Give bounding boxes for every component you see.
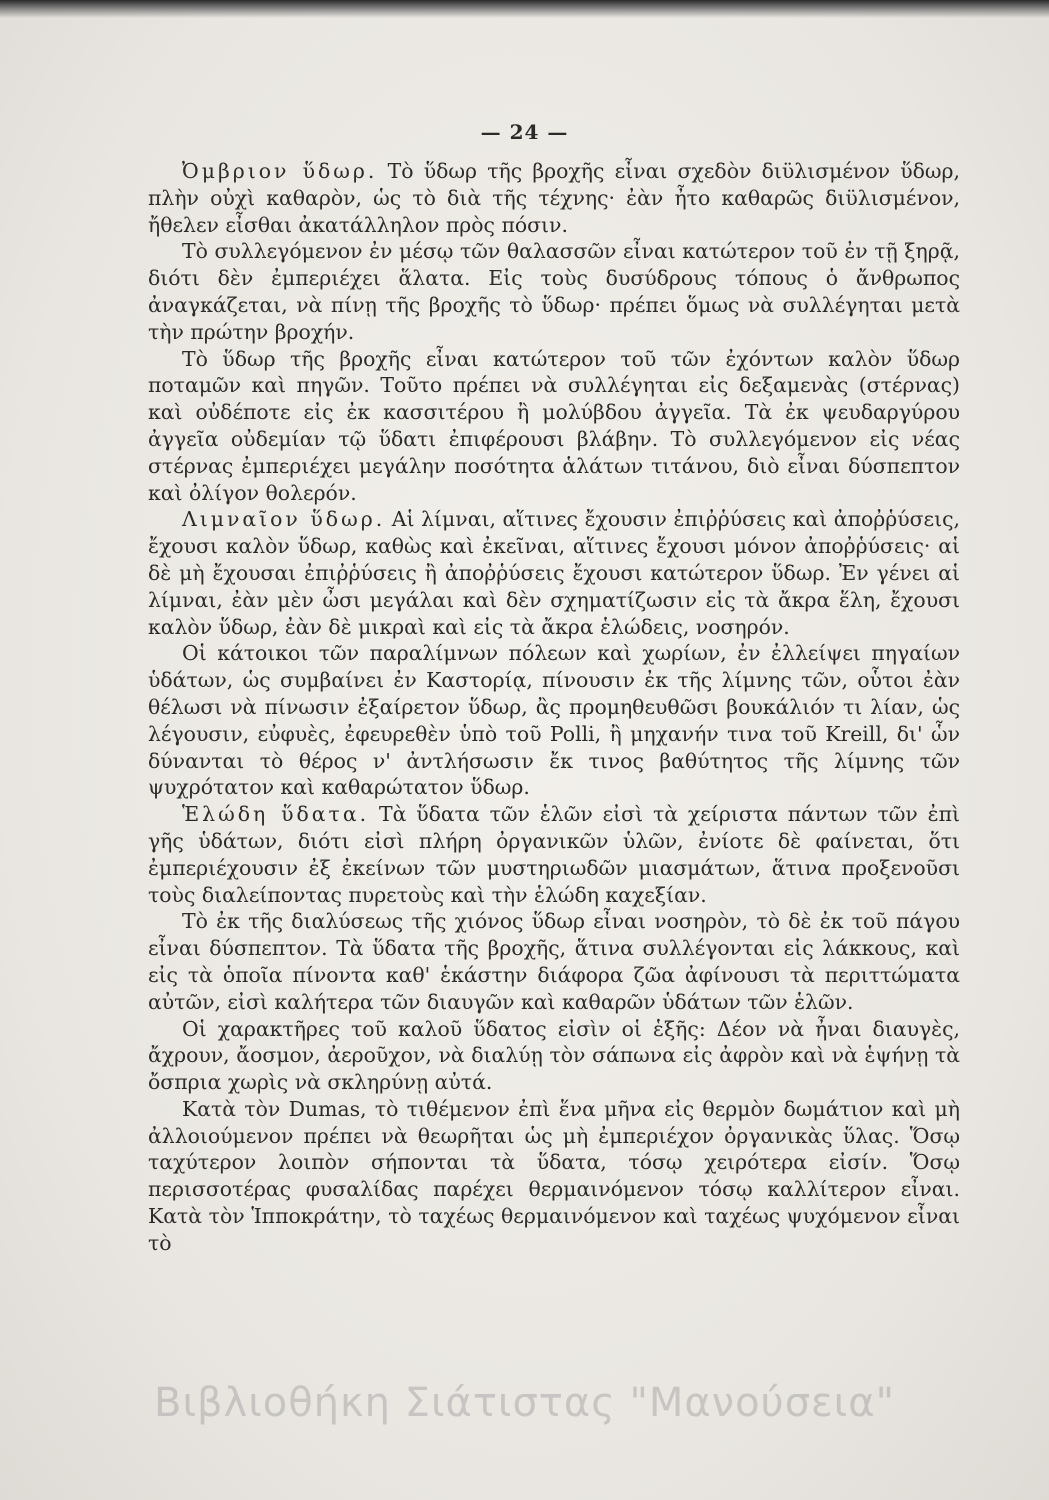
page-number: — 24 — xyxy=(480,120,569,144)
body-text xyxy=(148,158,960,1257)
paragraph xyxy=(148,238,960,345)
section-heading: Ἑλώδη ὕδατα. xyxy=(182,802,370,827)
paragraph xyxy=(148,346,960,507)
paragraph-text: Τὸ συλλεγόμενον ἐν μέσῳ τῶν θαλασσῶν εἶναι κατώτερον τοῦ ἐν τῇ ξηρᾷ, διότι δὲν ἐμπεριέχει ἅλατα. Εἰς τοὺς δυσύδρους τόπους ὁ ἄνθρωπος ἀναγκάζεται, νὰ πίνῃ τῆς βροχῆς τὸ ὕδωρ· πρέπει ὅμως νὰ συλλέγηται μετὰ τὴν πρώτην βροχήν. xyxy=(148,239,960,344)
library-watermark: Βιβλιοθήκη Σιάτιστας "Μανούσεια" xyxy=(154,1380,895,1426)
paragraph xyxy=(148,158,960,238)
section-heading: Ὀμβριον ὕδωρ. xyxy=(182,159,378,183)
paragraph-text: Τὰ ὕδατα τῶν ἑλῶν εἰσὶ τὰ χείριστα πάντων τῶν ἐπὶ γῆς ὑδάτων, διότι εἰσὶ πλήρη ὀργανικῶν ὑλῶν, ἐνίοτε δὲ φαίνεται, ὅτι ἐμπεριέχουσιν ἐξ ἐκείνων τῶν μυστηριωδῶν μιασμάτων, ἅτινα προξενοῦσι τοὺς διαλείποντας πυρετοὺς καὶ τὴν ἑλώδη καχεξίαν. xyxy=(148,802,960,907)
paragraph xyxy=(148,908,960,1015)
paragraph xyxy=(148,640,960,801)
paragraph-text: Οἱ χαρακτῆρες τοῦ καλοῦ ὕδατος εἰσὶν οἱ ἑξῆς: Δέον νὰ ἦναι διαυγὲς, ἄχρουν, ἄοσμον, ἀεροῦχον, νὰ διαλύῃ τὸν σάπωνα εἰς ἀφρὸν καὶ νὰ ἑψήνῃ τὰ ὄσπρια χωρὶς νὰ σκληρύνῃ αὐτά. xyxy=(148,1016,960,1095)
paragraph xyxy=(148,801,960,908)
paragraph-text: Αἱ λίμναι, αἵτινες ἔχουσιν ἐπιῤῥύσεις καὶ ἀποῤῥύσεις, ἔχουσι καλὸν ὕδωρ, καθὼς καὶ ἐκεῖναι, αἵτινες ἔχουσι μόνον ἀποῤῥύσεις· αἱ δὲ μὴ ἔχουσαι ἐπιῤῥύσεις ἢ ἀποῤῥύσεις ἔχουσι κατώτερον ὕδωρ. Ἐν γένει αἱ λίμναι, ἐὰν μὲν ὦσι μεγάλαι καὶ δὲν σχηματίζωσιν εἰς τὰ ἄκρα ἕλη, ἔχουσι καλὸν ὕδωρ, ἐὰν δὲ μικραὶ καὶ εἰς τὰ ἄκρα ἑλώδεις, νοσηρόν. xyxy=(148,507,960,639)
paragraph-text: Τὸ ὕδωρ τῆς βροχῆς εἶναι σχεδὸν διϋλισμένον ὕδωρ, πλὴν οὐχὶ καθαρὸν, ὡς τὸ διὰ τῆς τέχνης· ἐὰν ἦτο καθαρῶς διϋλισμένον, ἤθελεν εἶσθαι ἀκατάλληλον πρὸς πόσιν. xyxy=(148,159,960,237)
paragraph-text: Οἱ κάτοικοι τῶν παραλίμνων πόλεων καὶ χωρίων, ἐν ἐλλείψει πηγαίων ὑδάτων, ὡς συμβαίνει ἐν Καστορίᾳ, πίνουσιν ἐκ τῆς λίμνης τῶν, οὗτοι ἐὰν θέλωσι νὰ πίνωσιν ἐξαίρετον ὕδωρ, ἂς προμηθευθῶσι βουκάλιόν τι λίαν, ὡς λέγουσιν, εὐφυὲς, ἐφευρεθὲν ὑπὸ τοῦ Polli, ἢ μηχανήν τινα τοῦ Kreill, δι' ὧν δύνανται τὸ θέρος ν' ἀντλήσωσιν ἔκ τινος βαθύτητος τῆς λίμνης τῶν ψυχρότατον καὶ καθαρώτατον ὕδωρ. xyxy=(148,641,960,800)
paragraph xyxy=(148,1016,960,1096)
paragraph-text: Κατὰ τὸν Dumas, τὸ τιθέμενον ἐπὶ ἕνα μῆνα εἰς θερμὸν δωμάτιον καὶ μὴ ἀλλοιούμενον πρέπει νὰ θεωρῆται ὡς μὴ ἐμπεριέχον ὀργανικὰς ὕλας. Ὅσῳ ταχύτερον λοιπὸν σήπονται τὰ ὕδατα, τόσῳ χειρότερα εἰσίν. Ὅσῳ περισσοτέρας φυσαλίδας παρέχει θερμαινόμενον τόσῳ καλλίτερον εἶναι. Κατὰ τὸν Ἱπποκράτην, τὸ ταχέως θερμαινόμενον καὶ ταχέως ψυχόμενον εἶναι τὸ xyxy=(148,1096,960,1255)
paragraph xyxy=(148,1096,960,1257)
paragraph xyxy=(148,506,960,640)
paragraph-text: Τὸ ὕδωρ τῆς βροχῆς εἶναι κατώτερον τοῦ τῶν ἐχόντων καλὸν ὕδωρ ποταμῶν καὶ πηγῶν. Τοῦτο πρέπει νὰ συλλέγηται εἰς δεξαμενὰς (στέρνας) καὶ οὐδέποτε εἰς ἐκ κασσιτέρου ἢ μολύβδου ἀγγεῖα. Τὰ ἐκ ψευδαργύρου ἀγγεῖα οὐδεμίαν τῷ ὕδατι ἐπιφέρουσι βλάβην. Τὸ συλλεγόμενον εἰς νέας στέρνας ἐμπεριέχει μεγάλην ποσότητα ἁλάτων τιτάνου, διὸ εἶναι δύσπεπτον καὶ ὀλίγον θολερόν. xyxy=(148,346,960,505)
section-heading: Λιμναῖον ὕδωρ. xyxy=(182,507,386,532)
scan-shadow xyxy=(0,0,1049,18)
paragraph-text: Τὸ ἐκ τῆς διαλύσεως τῆς χιόνος ὕδωρ εἶναι νοσηρὸν, τὸ δὲ ἐκ τοῦ πάγου εἶναι δύσπεπτον. Τὰ ὕδατα τῆς βροχῆς, ἅτινα συλλέγονται εἰς λάκκους, καὶ εἰς τὰ ὁποῖα πίνοντα καθ' ἑκάστην διάφορα ζῶα ἀφίνουσι τὰ περιττώματα αὐτῶν, εἰσὶ καλήτερα τῶν διαυγῶν καὶ καθαρῶν ὑδάτων τῶν ἑλῶν. xyxy=(148,909,960,1014)
